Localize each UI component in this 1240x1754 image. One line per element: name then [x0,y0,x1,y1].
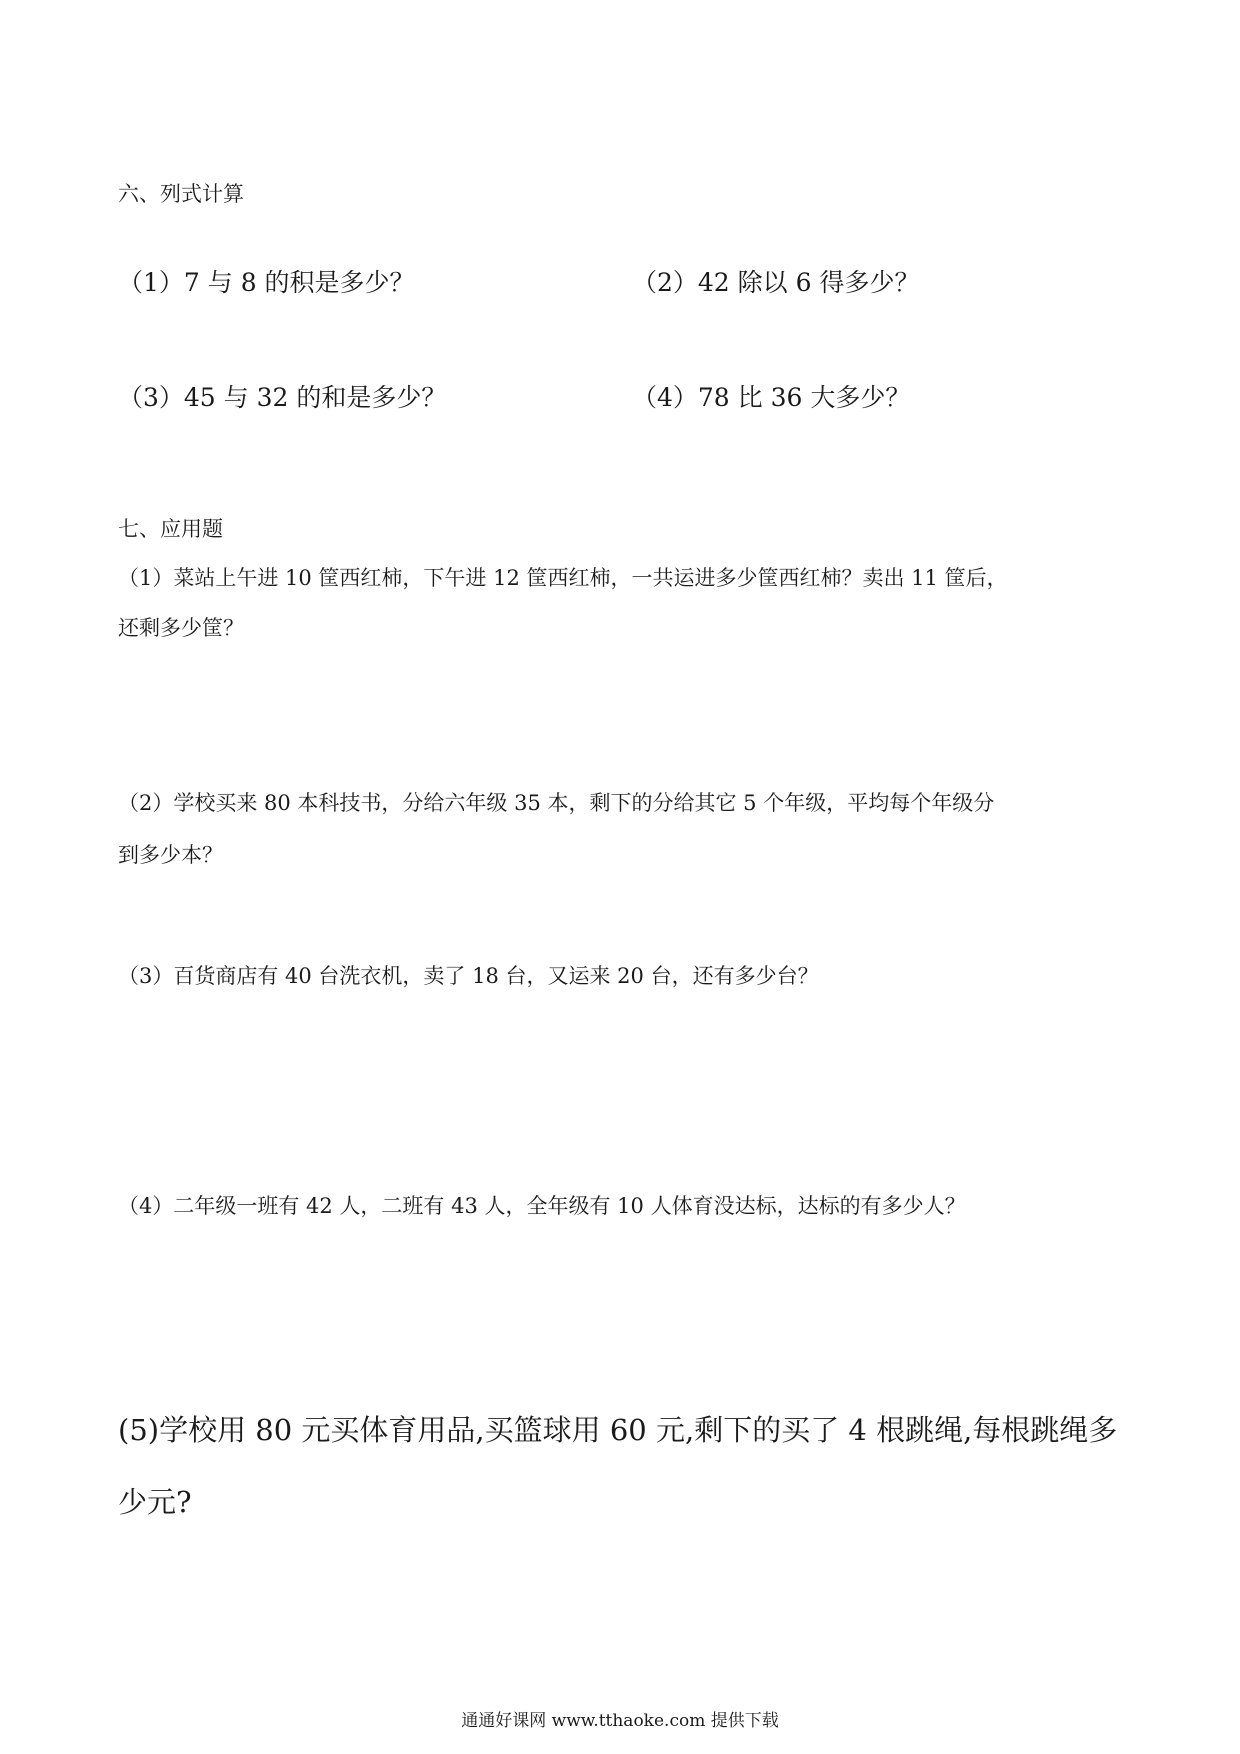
problem-2-line-1: （2）学校买来 80 本科技书，分给六年级 35 本，剩下的分给其它 5 个年级，平均每个年级分 [118,791,995,815]
problem-5-line-1: (5)学校用 80 元买体育用品,买篮球用 60 元,剩下的买了 4 根跳绳,每根跳绳多 [118,1413,1118,1447]
problem-2-line-2: 到多少本？ [118,843,223,867]
footer-text: 通通好课网 www.tthaoke.com 提供下载 [461,1711,779,1731]
section-7-title: 七、应用题 [118,517,223,541]
calc-item-2: （2）42 除以 6 得多少？ [632,268,920,297]
problem-1-line-2: 还剩多少筐？ [118,616,244,640]
problem-3-line-1: （3）百货商店有 40 台洗衣机，卖了 18 台，又运来 20 台，还有多少台？ [118,964,819,988]
problem-5-line-2: 少元? [118,1485,192,1519]
calc-item-1: （1）7 与 8 的积是多少？ [118,268,415,297]
problem-4-line-1: （4）二年级一班有 42 人，二班有 43 人，全年级有 10 人体育没达标，达标的有多少人？ [118,1194,966,1218]
calc-item-3: （3）45 与 32 的和是多少？ [118,383,447,412]
section-6-title: 六、列式计算 [118,182,244,206]
calc-item-4: （4）78 比 36 大多少？ [632,383,911,412]
problem-1-line-1: （1）菜站上午进 10 筐西红柿，下午进 12 筐西红柿，一共运进多少筐西红柿？卖出 11 筐后， [118,566,1008,590]
